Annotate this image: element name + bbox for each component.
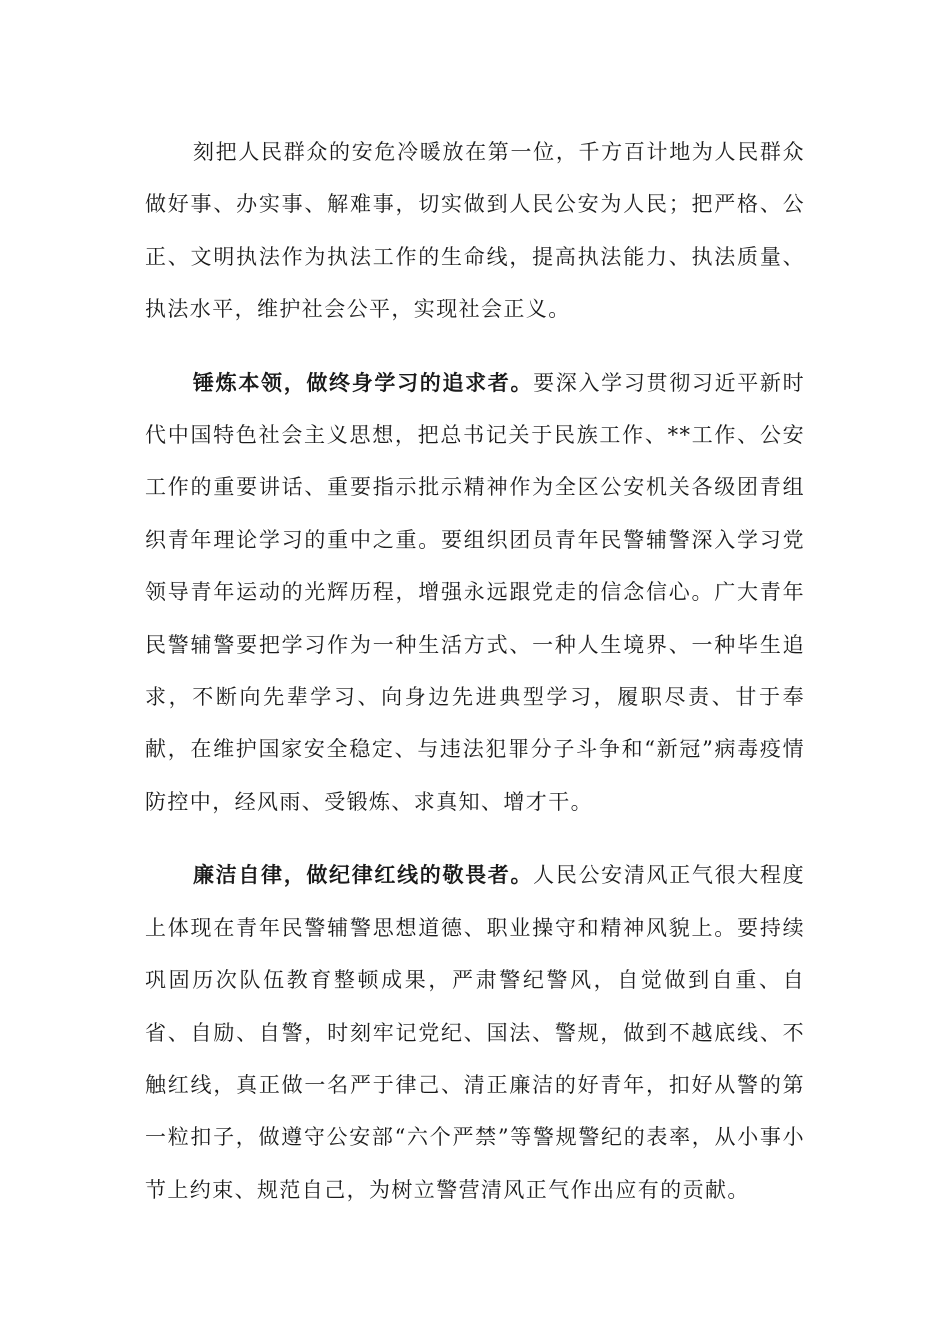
paragraph-continuation bbox=[145, 126, 805, 336]
paragraph-lead: 锤炼本领，做终身学习的追求者。 bbox=[193, 369, 534, 395]
paragraph-study bbox=[145, 357, 805, 829]
paragraph-text: 要深入学习贯彻习近平新时代中国特色社会主义思想，把总书记关于民族工作、**工作、公安工作的重要讲话、重要指示批示精神作为全区公安机关各级团青组织青年理论学习的重中之重。要组织团员青年民警辅警深入学习党领导青年运动的光辉历程，增强永远跟党走的信念信心。广大青年民警辅警要把学习作为一种生活方式、一种人生境界、一种毕生追求，不断向先辈学习、向身边先进典型学习，履职尽责、甘于奉献，在维护国家安全稳定、与违法犯罪分子斗争和“新冠”病毒疫情防控中，经风雨、受锻炼、求真知、增才干。 bbox=[145, 370, 805, 814]
paragraph-text: 人民公安清风正气很大程度上体现在青年民警辅警思想道德、职业操守和精神风貌上。要持续巩固历次队伍教育整顿成果，严肃警纪警风，自觉做到自重、自省、自励、自警，时刻牢记党纪、国法、警规，做到不越底线、不触红线，真正做一名严于律己、清正廉洁的好青年，扣好从警的第一粒扣子，做遵守公安部“六个严禁”等警规警纪的表率，从小事小节上约束、规范自己，为树立警营清风正气作出应有的贡献。 bbox=[145, 863, 805, 1202]
paragraph-text: 刻把人民群众的安危冷暖放在第一位，千方百计地为人民群众做好事、办实事、解难事，切实做到人民公安为人民；把严格、公正、文明执法作为执法工作的生命线，提高执法能力、执法质量、执法水平，维护社会公平，实现社会正义。 bbox=[145, 140, 805, 322]
paragraph-discipline bbox=[145, 849, 805, 1216]
document-body bbox=[145, 126, 805, 1216]
paragraph-lead: 廉洁自律，做纪律红线的敬畏者。 bbox=[193, 862, 534, 888]
